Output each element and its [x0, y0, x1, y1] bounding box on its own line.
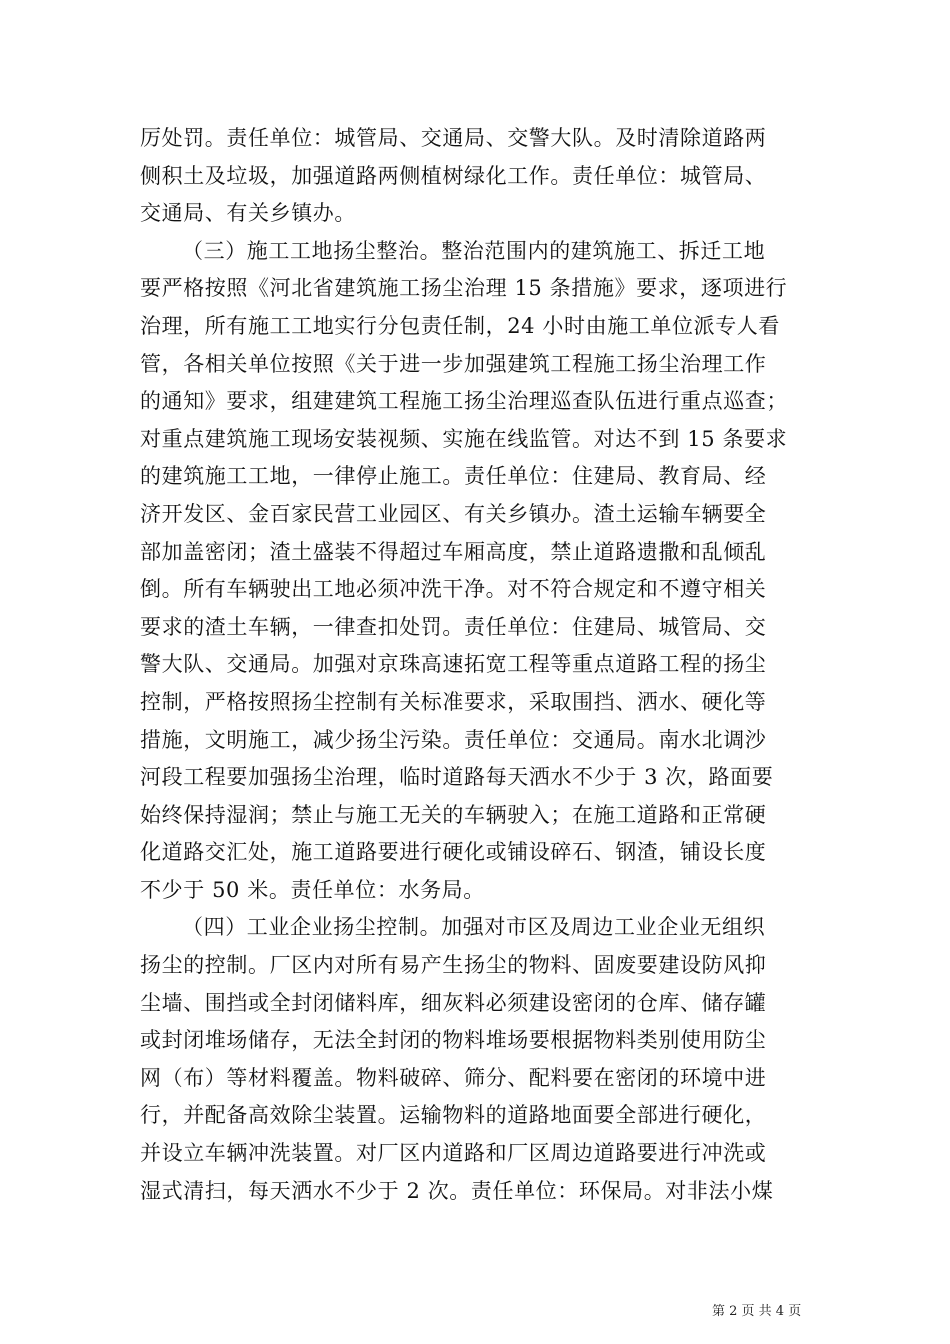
- text-line: 济开发区、金百家民营工业园区、有关乡镇办。渣土运输车辆要全: [140, 501, 767, 526]
- text-line: 不少于 50 米。责任单位：水务局。: [140, 877, 485, 902]
- text-line: 治理，所有施工工地实行分包责任制，24 小时由施工单位派专人看: [140, 313, 780, 338]
- text-line: 扬尘的控制。厂区内对所有易产生扬尘的物料、固废要建设防风抑: [140, 953, 767, 978]
- text-line: 湿式清扫，每天洒水不少于 2 次。责任单位：环保局。对非法小煤: [140, 1178, 774, 1203]
- text-line: 始终保持湿润；禁止与施工无关的车辆驶入；在施工道路和正常硬: [140, 802, 767, 827]
- text-line: 网（布）等材料覆盖。物料破碎、筛分、配料要在密闭的环境中进: [140, 1065, 767, 1090]
- text-line: 倒。所有车辆驶出工地必须冲洗干净。对不符合规定和不遵守相关: [140, 577, 767, 602]
- text-line: 化道路交汇处，施工道路要进行硬化或铺设碎石、钢渣，铺设长度: [140, 840, 767, 865]
- text-line: 交通局、有关乡镇办。: [140, 201, 356, 226]
- text-line: 厉处罚。责任单位：城管局、交通局、交警大队。及时清除道路两: [140, 126, 767, 150]
- text-line: 警大队、交通局。加强对京珠高速拓宽工程等重点道路工程的扬尘: [140, 652, 767, 677]
- text-line: 侧积土及垃圾，加强道路两侧植树绿化工作。责任单位：城管局、: [140, 163, 767, 188]
- text-line: 并设立车辆冲洗装置。对厂区内道路和厂区周边道路要进行冲洗或: [140, 1141, 767, 1166]
- text-line: 的建筑施工工地，一律停止施工。责任单位：住建局、教育局、经: [140, 464, 767, 489]
- text-line: 河段工程要加强扬尘治理，临时道路每天洒水不少于 3 次，路面要: [140, 765, 774, 790]
- text-line: 对重点建筑施工现场安装视频、实施在线监管。对达不到 15 条要求: [140, 426, 788, 451]
- text-line: 管，各相关单位按照《关于进一步加强建筑工程施工扬尘治理工作: [140, 351, 767, 376]
- text-line: 措施，文明施工，减少扬尘污染。责任单位：交通局。南水北调沙: [140, 727, 767, 752]
- text-line: 行，并配备高效除尘装置。运输物料的道路地面要全部进行硬化，: [140, 1103, 767, 1128]
- text-line: 控制，严格按照扬尘控制有关标准要求，采取围挡、洒水、硬化等: [140, 689, 767, 714]
- page-number: 第 2 页 共 4 页: [712, 1304, 802, 1319]
- text-line: 的通知》要求，组建建筑工程施工扬尘治理巡查队伍进行重点巡查；: [140, 389, 788, 414]
- text-line: 部加盖密闭；渣土盛装不得超过车厢高度，禁止道路遗撒和乱倾乱: [140, 539, 767, 564]
- section-heading-line: （四）工业企业扬尘控制。加强对市区及周边工业企业无组织: [182, 915, 766, 940]
- text-line: 或封闭堆场储存，无法全封闭的物料堆场要根据物料类别使用防尘: [140, 1028, 767, 1053]
- text-line: 要求的渣土车辆，一律查扣处罚。责任单位：住建局、城管局、交: [140, 614, 767, 639]
- document-body: [140, 120, 822, 1210]
- text-line: 尘墙、围挡或全封闭储料库，细灰料必须建设密闭的仓库、储存罐: [140, 990, 767, 1015]
- section-heading-line: （三）施工工地扬尘整治。整治范围内的建筑施工、拆迁工地: [182, 238, 766, 263]
- text-line: 要严格按照《河北省建筑施工扬尘治理 15 条措施》要求，逐项进行: [140, 276, 788, 301]
